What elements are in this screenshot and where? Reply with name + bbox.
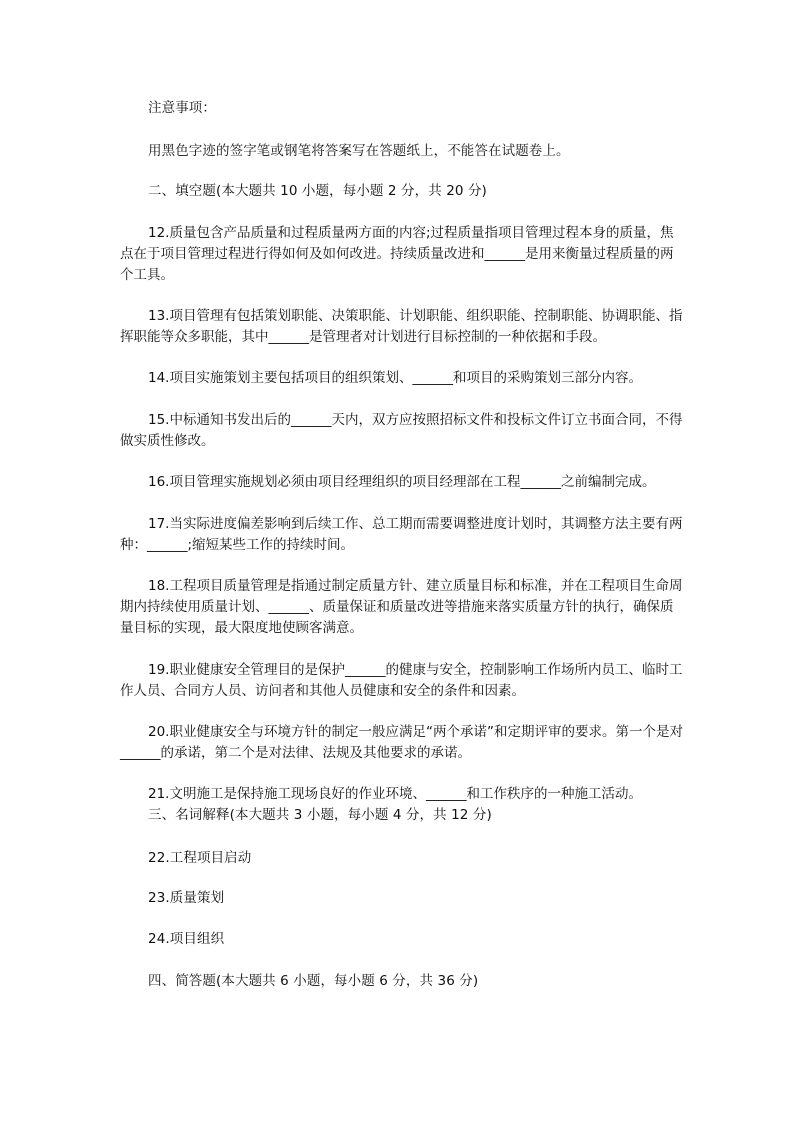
term-22: 22.工程项目启动 bbox=[148, 850, 252, 866]
question-12: 12.质量包含产品质量和过程质量两方面的内容;过程质量指项目管理过程本身的质量，焦点在于项目管理过程进行得如何及如何改进。持续质量改进和______是用来衡量过程质量的两个工具。 bbox=[120, 225, 674, 283]
notice-title: 注意事项： bbox=[148, 100, 216, 116]
question-19: 19.职业健康安全管理目的是保护______的健康与安全，控制影响工作场所内员工、临时工作人员、合同方人员、访问者和其他人员健康和安全的条件和因素。 bbox=[120, 662, 683, 699]
question-15: 15.中标通知书发出后的______天内，双方应按照招标文件和投标文件订立书面合同，不得做实质性修改。 bbox=[120, 412, 683, 449]
question-20: 20.职业健康安全与环境方针的制定一般应满足“两个承诺”和定期评审的要求。第一个是对______的承诺，第二个是对法律、法规及其他要求的承诺。 bbox=[120, 724, 683, 761]
question-18: 18.工程项目质量管理是指通过制定质量方针、建立质量目标和标准，并在工程项目生命周期内持续使用质量计划、______、质量保证和质量改进等措施来落实质量方针的执行，确保质量目标的实现，最大限度地使顾客满意。 bbox=[120, 578, 683, 636]
question-17: 17.当实际进度偏差影响到后续工作、总工期而需要调整进度计划时，其调整方法主要有两种：______;缩短某些工作的持续时间。 bbox=[120, 516, 683, 553]
section-3-title: 三、名词解释(本大题共 3 小题，每小题 4 分，共 12 分) bbox=[148, 807, 492, 823]
term-23: 23.质量策划 bbox=[148, 890, 225, 906]
term-24: 24.项目组织 bbox=[148, 931, 225, 947]
question-16: 16.项目管理实施规划必须由项目经理组织的项目经理部在工程______之前编制完成。 bbox=[148, 474, 656, 490]
question-21: 21.文明施工是保持施工现场良好的作业环境、______和工作秩序的一种施工活动。 bbox=[148, 786, 642, 802]
notice-text: 用黑色字迹的签字笔或钢笔将答案写在答题纸上，不能答在试题卷上。 bbox=[148, 143, 570, 159]
section-2-title: 二、填空题(本大题共 10 小题，每小题 2 分，共 20 分) bbox=[148, 183, 487, 199]
question-13: 13.项目管理有包括策划职能、决策职能、计划职能、组织职能、控制职能、协调职能、指挥职能等众多职能，其中______是管理者对计划进行目标控制的一种依据和手段。 bbox=[120, 308, 683, 345]
question-14: 14.项目实施策划主要包括项目的组织策划、______和项目的采购策划三部分内容。 bbox=[148, 370, 642, 386]
section-4-title: 四、简答题(本大题共 6 小题，每小题 6 分，共 36 分) bbox=[148, 973, 479, 989]
